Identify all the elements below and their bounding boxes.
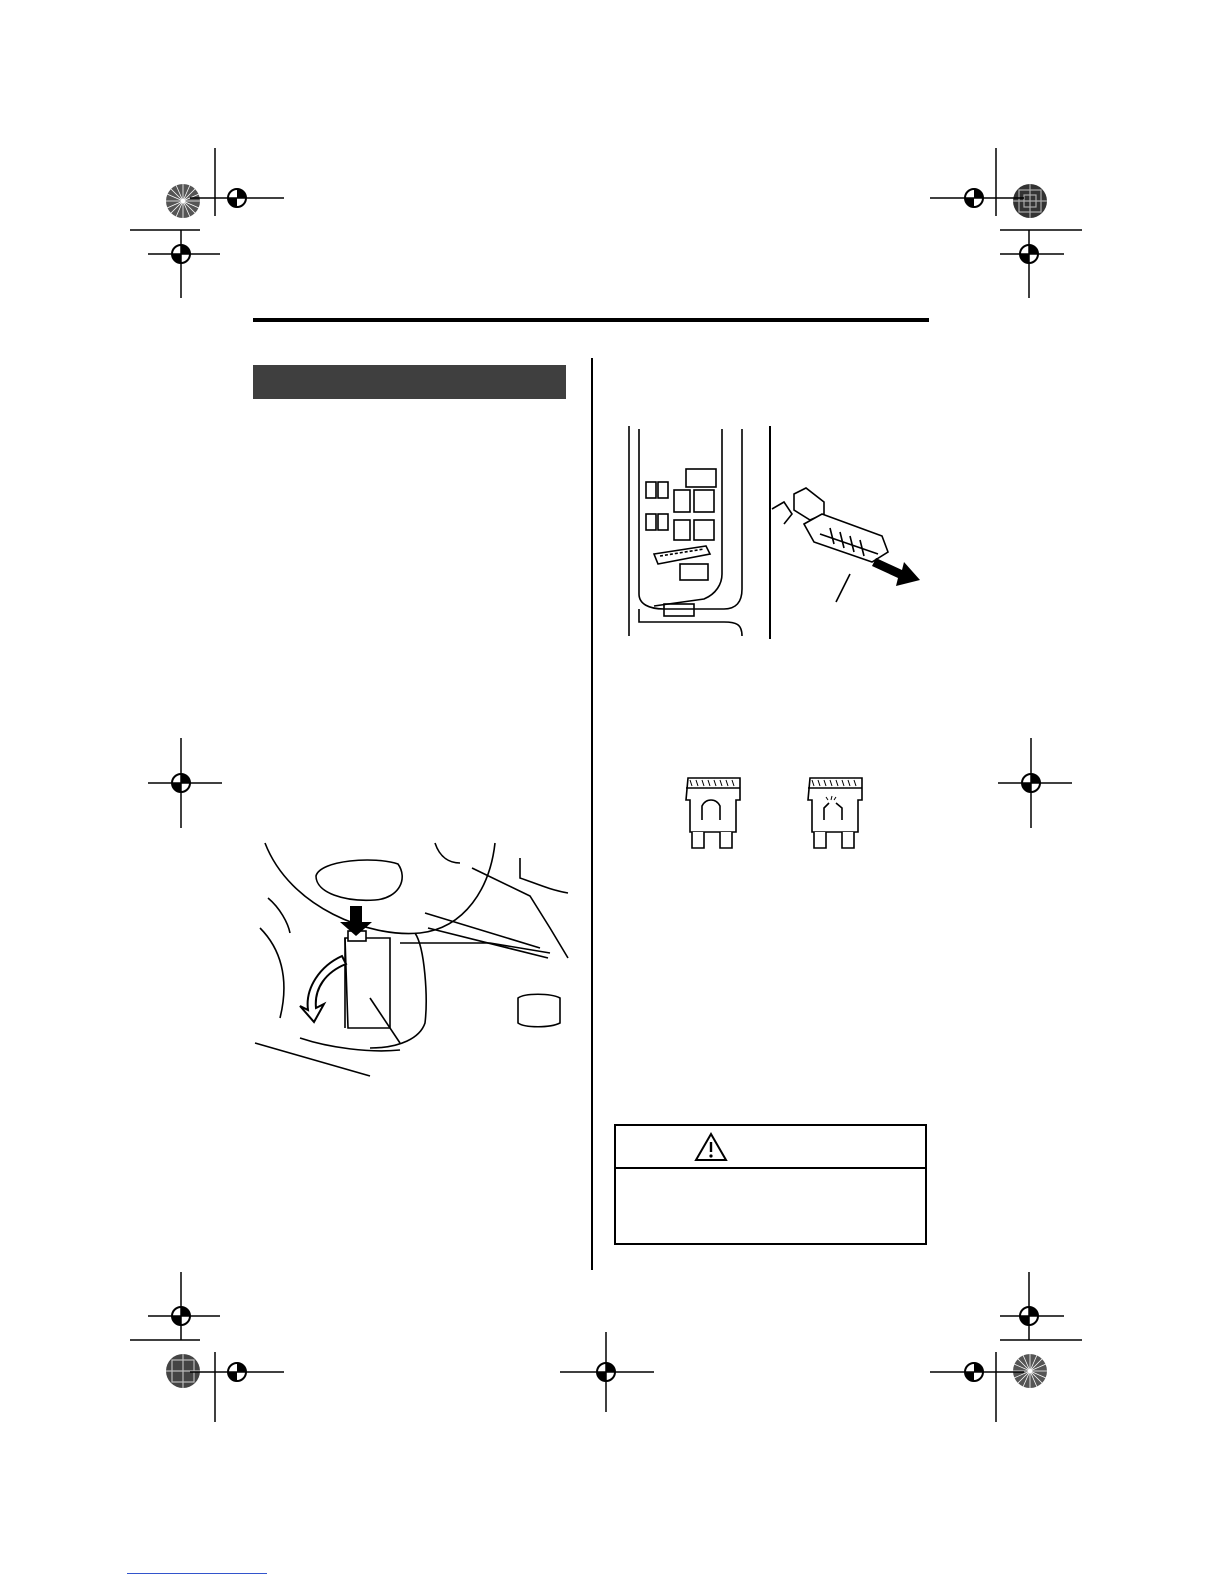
caution-header [616, 1126, 925, 1169]
fuse-comparison-illustration [680, 770, 880, 852]
crosshair-register-icon [190, 148, 284, 216]
crosshair-register-icon [190, 1352, 284, 1422]
section-heading-bar [253, 365, 566, 399]
footer-link-underline[interactable] [127, 1573, 267, 1574]
crosshair-register-icon [1000, 1272, 1082, 1346]
crosshair-register-icon [930, 1352, 1024, 1422]
crosshair-register-icon [560, 1332, 654, 1412]
crosshair-register-icon [130, 1272, 220, 1346]
column-divider [591, 358, 593, 1270]
fuse-puller-illustration [624, 424, 924, 644]
crosshair-register-icon [1000, 224, 1082, 298]
header-rule [253, 318, 929, 322]
caution-box [614, 1124, 927, 1245]
crosshair-register-icon [130, 224, 220, 298]
crosshair-register-icon [930, 148, 1024, 216]
crosshair-register-icon [140, 738, 230, 828]
warning-triangle-icon [694, 1132, 728, 1162]
fuse-panel-cover-illustration [250, 838, 570, 1078]
crosshair-register-icon [990, 738, 1080, 828]
